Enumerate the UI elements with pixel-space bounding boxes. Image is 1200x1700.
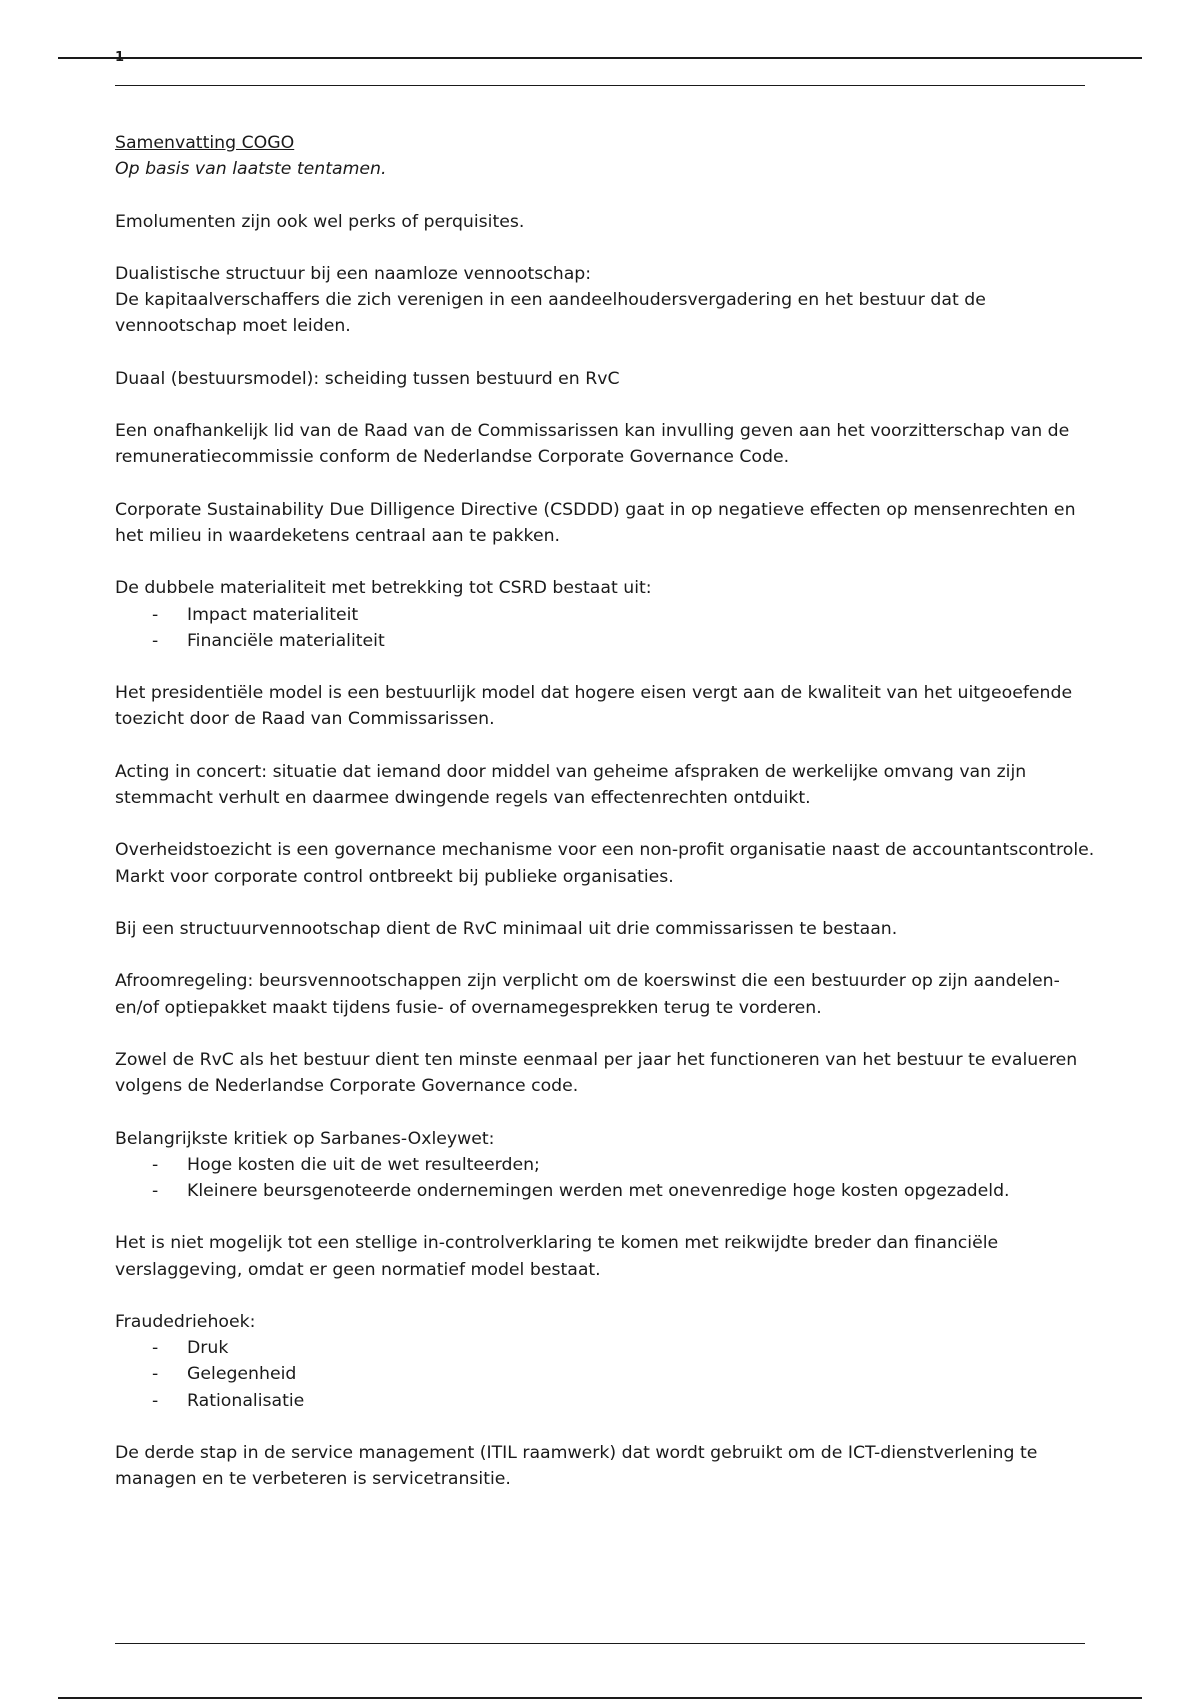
- paragraph: Duaal (bestuursmodel): scheiding tussen bestuurd en RvC: [115, 368, 620, 389]
- document-body: [115, 130, 1095, 1492]
- page-number: 1: [115, 50, 125, 65]
- paragraph: Zowel de RvC als het bestuur dient ten minste eenmaal per jaar het functioneren van het bestuur te evalueren volgens de Nederlandse Corporate Governance code.: [115, 1049, 1078, 1097]
- list-item: - Kleinere beursgenoteerde ondernemingen werden met onevenredige hoge kosten opgezadeld.: [115, 1178, 1095, 1204]
- paragraph: Een onafhankelijk lid van de Raad van de Commissarissen kan invulling geven aan het voorzitterschap van de remuneratiecommissie conform de Nederlandse Corporate Governance Code.: [115, 421, 1070, 468]
- list-item: - Financiële materialiteit: [115, 628, 1095, 654]
- paragraph: Afroomregeling: beursvennootschappen zijn verplicht om de koerswinst die een bestuurder op zijn aandelen- en/of optiepakket maakt tijdens fusie- of overnamegesprekken terug te vorderen.: [115, 971, 1060, 1018]
- list-item: - Druk: [115, 1335, 1095, 1361]
- dash-list: [115, 1335, 1095, 1414]
- dash-list: [115, 1152, 1095, 1204]
- paragraph: De derde stap in de service management (ITIL raamwerk) dat wordt gebruikt om de ICT-dienstverlening te managen en te verbeteren is servicetransitie.: [115, 1442, 1038, 1490]
- document-title: Samenvatting COGO: [115, 133, 295, 153]
- header-outer-rule: [58, 57, 1142, 59]
- paragraph: Het is niet mogelijk tot een stellige in-controlverklaring te komen met reikwijdte breder dan financiële verslaggeving, omdat er geen normatief model bestaat.: [115, 1233, 999, 1280]
- footer-outer-rule: [58, 1697, 1142, 1699]
- paragraph: Corporate Sustainability Due Dilligence Directive (CSDDD) gaat in op negatieve effecten op mensenrechten en het milieu in waardeketens centraal aan te pakken.: [115, 499, 1076, 546]
- paragraph: Bij een structuurvennootschap dient de RvC minimaal uit drie commissarissen te bestaan.: [115, 918, 898, 939]
- dash-list: [115, 602, 1095, 654]
- footer-rule: [115, 1643, 1085, 1644]
- paragraph: Het presidentiële model is een bestuurlijk model dat hogere eisen vergt aan de kwaliteit van het uitgeoefende toezicht door de Raad van Commissarissen.: [115, 683, 1073, 730]
- paragraph: Markt voor corporate control ontbreekt bij publieke organisaties.: [115, 866, 674, 887]
- list-intro: De dubbele materialiteit met betrekking tot CSRD bestaat uit:: [115, 578, 652, 599]
- paragraph: De kapitaalverschaffers die zich verenigen in een aandeelhoudersvergadering en het bestuur dat de vennootschap moet leiden.: [115, 290, 986, 337]
- list-item: - Impact materialiteit: [115, 602, 1095, 628]
- list-item: - Hoge kosten die uit de wet resulteerden;: [115, 1152, 1095, 1178]
- paragraph: Acting in concert: situatie dat iemand door middel van geheime afspraken de werkelijke omvang van zijn stemmacht verhult en daarmee dwingende regels van effectenrechten ontduikt.: [115, 761, 1027, 808]
- document-subtitle: Op basis van laatste tentamen.: [115, 159, 387, 180]
- paragraph: Dualistische structuur bij een naamloze vennootschap:: [115, 263, 592, 284]
- list-item: - Rationalisatie: [115, 1388, 1095, 1414]
- paragraph: Emolumenten zijn ook wel perks of perquisites.: [115, 211, 525, 232]
- list-intro: Fraudedriehoek:: [115, 1311, 256, 1332]
- header-rule: [115, 85, 1085, 86]
- list-intro: Belangrijkste kritiek op Sarbanes-Oxleywet:: [115, 1128, 495, 1149]
- paragraph: Overheidstoezicht is een governance mechanisme voor een non-profit organisatie naast de accountantscontrole.: [115, 840, 1095, 861]
- list-item: - Gelegenheid: [115, 1361, 1095, 1387]
